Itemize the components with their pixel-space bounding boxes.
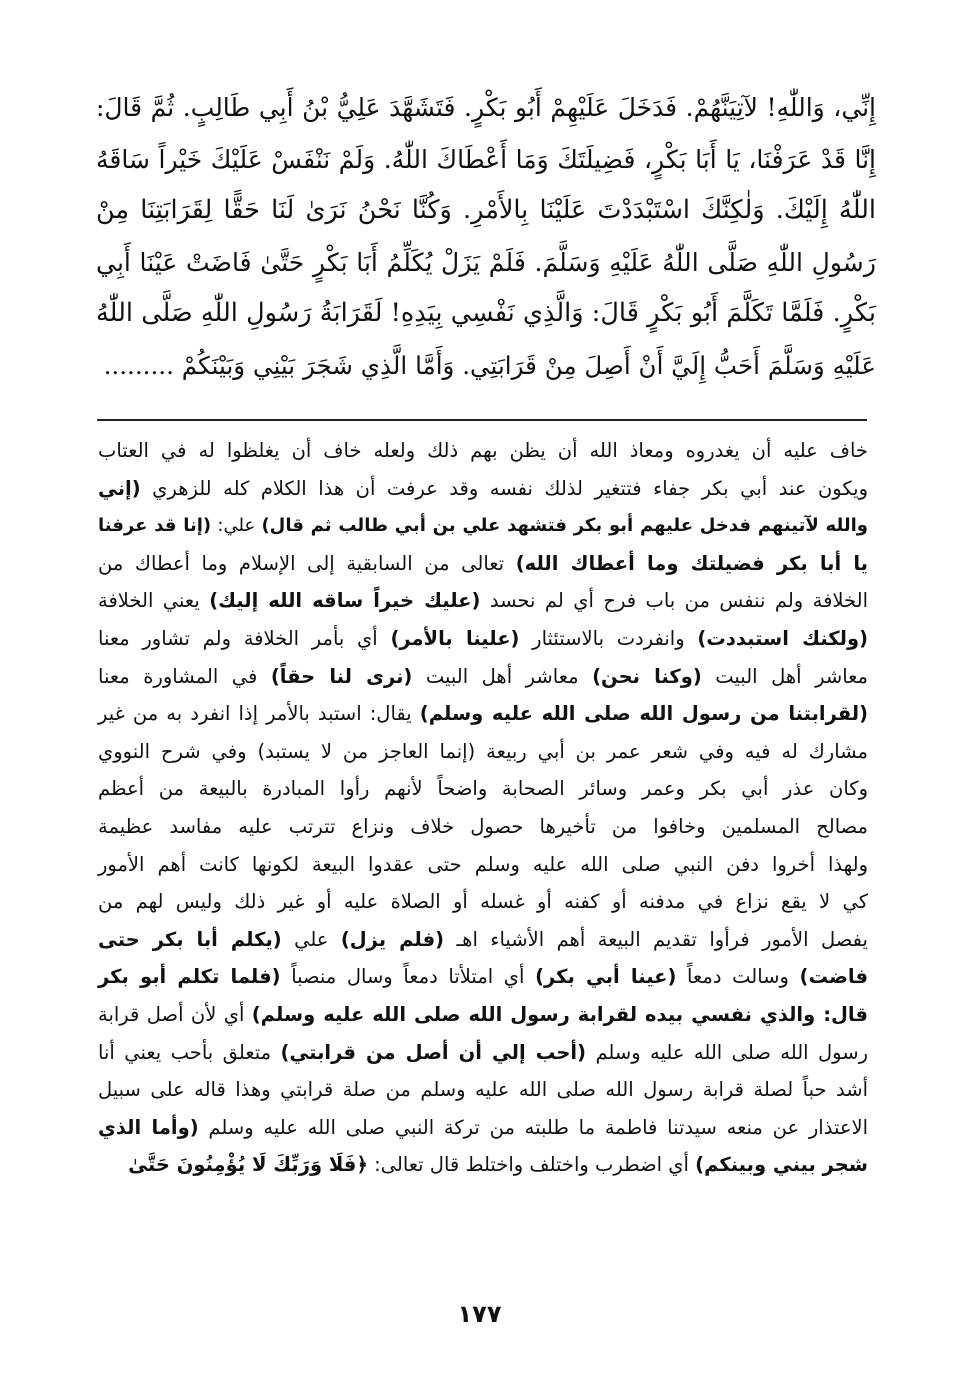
explanation-text: معاشر أهل البيت (701, 664, 868, 688)
commentary-line (98, 921, 868, 959)
explanation-text: أي اضطرب واختلف واختلط قال تعالى: (367, 1153, 696, 1177)
explanation-text: متعلق بأحب يعني أنا (98, 1040, 281, 1064)
hadith-line: بَكْرٍ. فَلَمَّا تَكَلَّمَ أَبُو بَكْرٍ قَالَ: وَالَّذِي نَفْسِي بِيَدِهِ! لَقَرَابَةُ رَسُولِ اللّٰهِ صَلَّى اللّٰهُ (96, 298, 876, 328)
explanation-text: أشد حباً لصلة قرابة رسول الله صلى الله عليه وسلم من صلة قرابتي وهذا قاله على سبيل (98, 1078, 868, 1102)
commentary-line (98, 958, 868, 996)
explanation-text: كي لا يقع نزاع في مدفنه أو كفنه أو غسله أو الصلاة عليه أو غير ذلك وليس لهم من (98, 890, 868, 914)
explanation-text: وسالت دمعاً (676, 965, 800, 989)
quoted-text: (يكلم أبا بكر حتى (98, 927, 282, 951)
quoted-text: (أحب إلي أن أصل من قرابتي) (280, 1040, 587, 1064)
commentary-line (98, 695, 868, 733)
quoted-text: (عينا أبي بكر) (535, 965, 677, 989)
commentary-line (98, 770, 868, 808)
commentary-line (98, 996, 868, 1034)
quoted-text: (وأما الذي (98, 1115, 199, 1139)
explanation-text: وكان عذر أبي بكر وعمر وسائر الصحابة واضحاً لأنهم رأوا المبادرة بالبيعة من أعظم (98, 777, 868, 801)
explanation-text: الاعتذار عن منعه سيدتنا فاطمة ما طلبته من تركة النبي صلى الله عليه وسلم (198, 1115, 869, 1139)
explanation-text: ولهذا أخروا دفن النبي صلى الله عليه وسلم حتى عقدوا البيعة لكونها كانت أهم الأمور (98, 852, 868, 876)
quoted-text: (علينا بالأمر) (390, 626, 520, 650)
quoted-text: والله لآتينهم فدخل عليهم أبو بكر فتشهد علي بن أبي طالب ثم قال) (261, 515, 868, 537)
explanation-text: يعني الخلافة (98, 589, 210, 613)
explanation-text: ويكون عند أبي بكر جفاء فتتغير لذلك نفسه وقد عرفت أن هذا الكلام كله للزهري (140, 476, 868, 500)
commentary-line (98, 1146, 868, 1184)
quoted-text: (فلم يزل) (340, 927, 445, 951)
commentary-line (98, 883, 868, 921)
explanation-text: مشارك له فيه وفي شعر عمر بن أبي ربيعة (إنما العاجز من لا يستبد) وفي شرح النووي (98, 739, 868, 763)
commentary-line (98, 432, 868, 470)
commentary-line (98, 658, 868, 696)
quoted-text: ﴿فَلَا وَرَبِّكَ لَا يُؤْمِنُونَ حَتَّىٰ (128, 1153, 368, 1177)
quoted-text: شجر بيني وبينكم) (695, 1153, 868, 1177)
hadith-line: إِنِّي، وَاللّٰهِ! لآتِيَنَّهُمْ. فَدَخَلَ عَلَيْهِمْ أَبُو بَكْرٍ. فَتَشَهَّدَ عَلِيُّ بْنُ أَبِي طَالِبٍ. ثُمَّ قَالَ: (96, 93, 876, 122)
quoted-text: فاضت) (799, 965, 869, 989)
explanation-text: أي لأن أصل قرابة (98, 1002, 252, 1026)
commentary-line (98, 1034, 868, 1072)
explanation-text: علي (281, 927, 341, 951)
quoted-text: (إنا قد عرفنا (98, 515, 212, 537)
hadith-line: إِنَّا قَدْ عَرَفْنَا، يَا أَبَا بَكْرٍ، فَضِيلَتَكَ وَمَا أَعْطَاكَ اللّٰهُ. وَلَمْ نَنْفَسْ عَلَيْكَ خَيْراً سَاقَهُ (96, 144, 876, 174)
commentary-line (98, 733, 868, 771)
commentary-line (98, 846, 868, 884)
commentary-line (98, 620, 868, 658)
hadith-line: عَلَيْهِ وَسَلَّمَ أَحَبُّ إِلَيَّ أَنْ أَصِلَ مِنْ قَرَابَتِي. وَأَمَّا الَّذِي شَجَرَ بَيْنِي وَبَيْنَكُمْ ......... (103, 350, 876, 380)
commentary-text (98, 432, 868, 1184)
explanation-text: تعالى من السابقية إلى الإسلام وما أعطاك من (98, 551, 516, 575)
hadith-line: اللّٰهُ إِلَيْكَ. وَلٰكِنَّكَ اسْتَبْدَدْتَ عَلَيْنَا بِالأَمْرِ. وَكُنَّا نَحْنُ نَرَىٰ لَنَا حَقًّا لِقَرَابَتِنَا مِنْ (96, 195, 876, 225)
commentary-line (98, 1109, 868, 1147)
quoted-text: (وكنا نحن) (592, 664, 702, 688)
quoted-text: (إني (98, 476, 141, 500)
commentary-line (98, 1071, 868, 1109)
explanation-text: أي امتلأتا دمعاً وسال منصباً (280, 965, 536, 989)
quoted-text: يا أبا بكر فضيلتك وما أعطاك الله) (515, 551, 869, 575)
explanation-text: مصالح المسلمين وخافوا من تأخيرها حصول خلاف ونزاع تترتب عليه مفاسد عظيمة (98, 814, 868, 838)
footnote-separator (97, 419, 867, 421)
page-number: ١٧٧ (457, 1300, 502, 1328)
commentary-line (98, 582, 868, 620)
commentary-line (98, 507, 868, 545)
commentary-line (98, 808, 868, 846)
commentary-line (98, 470, 868, 508)
explanation-text: يقال: استبد بالأمر إذا انفرد به من غير (98, 702, 420, 726)
explanation-text: معاشر أهل البيت (412, 664, 593, 688)
explanation-text: الخلافة ولم ننفس من باب فرح أي لم نحسد (480, 589, 868, 613)
quoted-text: (نرى لنا حقاً) (270, 664, 413, 688)
explanation-text: يفصل الأمور فرأوا تقديم البيعة أهم الأشياء اهـ (444, 927, 868, 951)
quoted-text: (فلما تكلم أبو بكر (98, 965, 281, 989)
explanation-text: وانفردت بالاستئثار (519, 626, 698, 650)
explanation-text: علي: (211, 515, 262, 537)
explanation-text: خاف عليه أن يغدروه ومعاذ الله أن يظن بهم ذلك ولعله خاف أن يغلظوا له في العتاب (98, 439, 868, 462)
commentary-line (98, 545, 868, 583)
explanation-text: أي بأمر الخلافة ولم تشاور معنا (98, 626, 391, 650)
quoted-text: (عليك خيراً ساقه الله إليك) (209, 589, 481, 613)
hadith-text (96, 82, 876, 391)
explanation-text: في المشاورة معنا (98, 664, 271, 688)
explanation-text: رسول الله صلى الله عليه وسلم (586, 1040, 869, 1064)
quoted-text: (لقرابتنا من رسول الله صلى الله عليه وسلم) (419, 702, 868, 726)
quoted-text: (ولكنك استبددت) (697, 626, 868, 650)
hadith-line: رَسُولِ اللّٰهِ صَلَّى اللّٰهُ عَلَيْهِ وَسَلَّمَ. فَلَمْ يَزَلْ يُكَلِّمُ أَبَا بَكْرٍ حَتَّىٰ فَاضَتْ عَيْنَا أَبِي (96, 247, 876, 277)
quoted-text: قال: والذي نفسي بيده لقرابة رسول الله صلى الله عليه وسلم) (251, 1002, 869, 1026)
